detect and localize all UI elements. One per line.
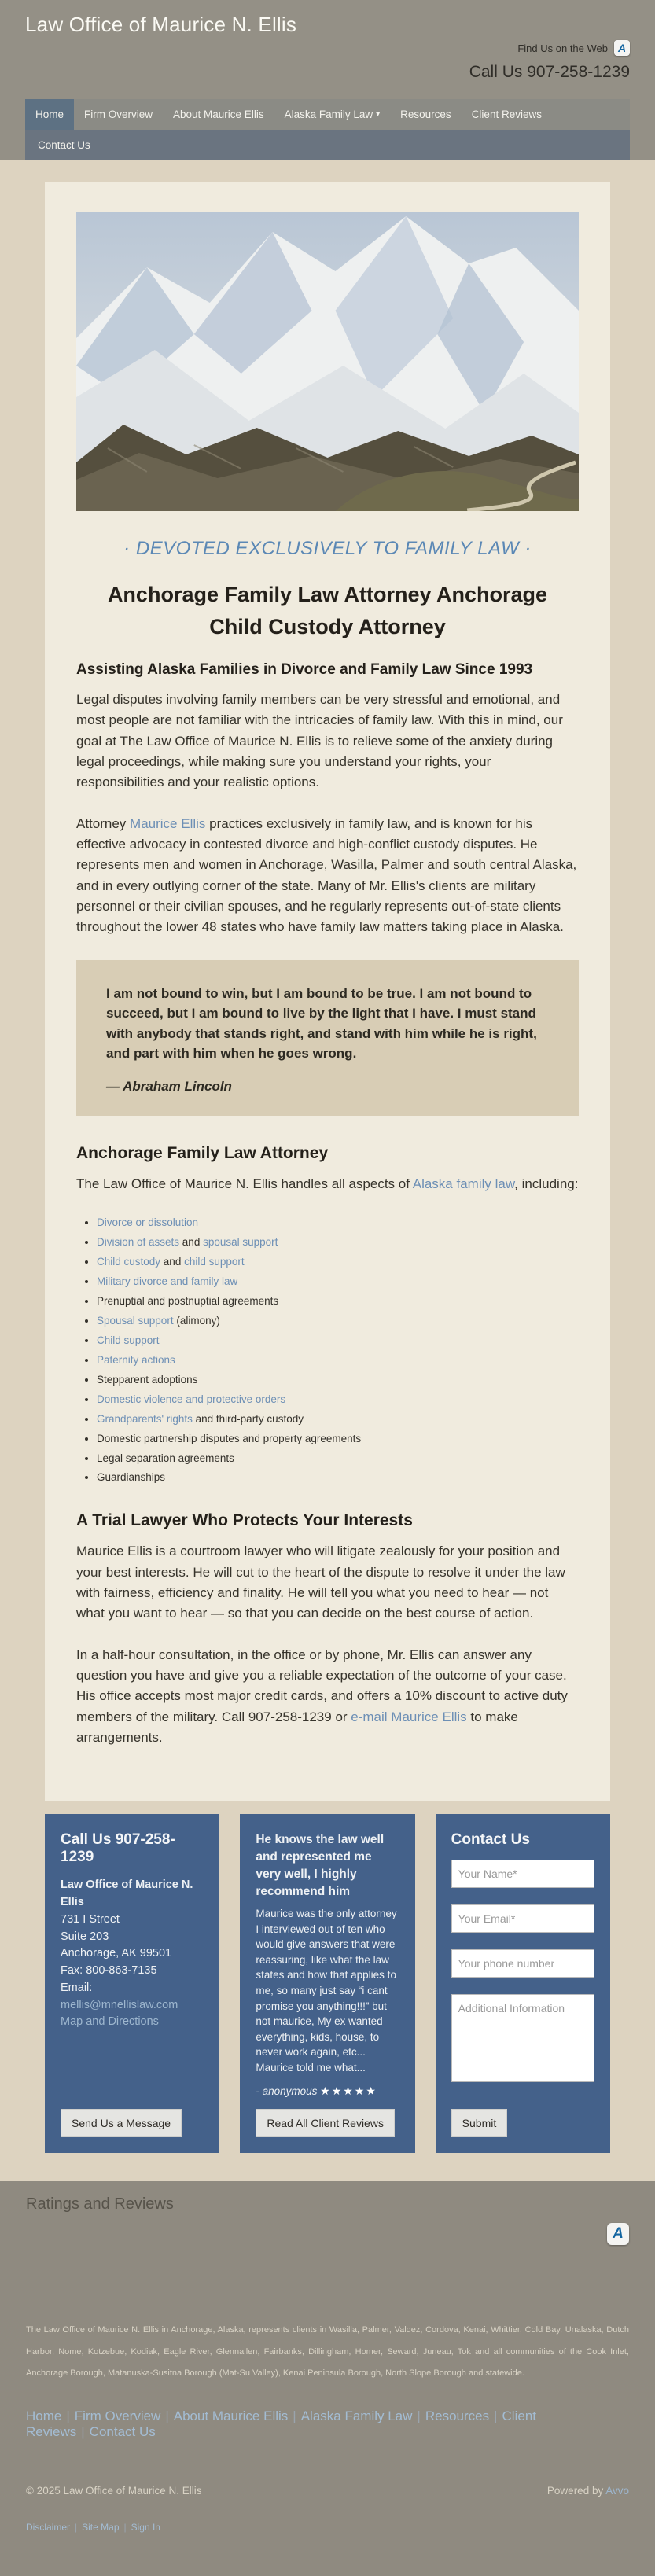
contact-info-box: [45, 1814, 219, 2153]
separator: |: [66, 2408, 70, 2423]
page-title: Anchorage Family Law Attorney Anchorage Child Custody Attorney: [107, 583, 548, 638]
avvo-icon[interactable]: A: [607, 2223, 629, 2245]
footer-nav-link-firm-overview[interactable]: Firm Overview: [74, 2408, 161, 2423]
copyright: © 2025 Law Office of Maurice N. Ellis: [26, 2484, 202, 2497]
service-list-item: [97, 1333, 579, 1349]
intro-paragraph-2: [76, 814, 579, 938]
legal-link-site-map[interactable]: Site Map: [82, 2521, 120, 2533]
paternity-actions-link[interactable]: Paternity actions: [97, 1353, 175, 1366]
military-divorce-and-family-law-link[interactable]: Military divorce and family law: [97, 1275, 238, 1288]
text-segment: to make arrangements.: [76, 1709, 518, 1746]
child-custody-link[interactable]: Child custody: [97, 1256, 161, 1268]
domestic-violence-and-protective-orders-link[interactable]: Domestic violence and protective orders: [97, 1393, 286, 1405]
divorce-or-dissolution-link[interactable]: Divorce or dissolution: [97, 1216, 199, 1229]
mellis-mnellislaw-com-link[interactable]: mellis@mnellislaw.com: [61, 1998, 178, 2011]
contact-form-heading: Contact Us: [451, 1831, 530, 1849]
footer-nav-link-alaska-family-law[interactable]: Alaska Family Law: [300, 2408, 413, 2423]
review-body: Maurice was the only attorney I interviewed out of ten who would give answers that were reassuring, like what the law states and how that applies to me, so many just say “i cant promise you anything!!!” but not maurice, My ex wanted everything, kids, house, to never work again, etc... Maurice told me what...: [256, 1908, 397, 2074]
nav-item-label: Firm Overview: [84, 109, 153, 120]
site-footer: [0, 2181, 655, 2576]
phone-input[interactable]: [451, 1949, 594, 1978]
service-list-item: [97, 1470, 579, 1486]
separator: |: [417, 2408, 421, 2423]
ratings-reviews-heading: Ratings and Reviews: [26, 2195, 174, 2214]
nav-item-about-maurice-ellis[interactable]: [163, 99, 274, 130]
ratings-widget-area: [26, 2245, 629, 2320]
service-list-item: [97, 1274, 579, 1290]
subheading: Assisting Alaska Families in Divorce and Family Law Since 1993: [76, 661, 533, 678]
tagline: · DEVOTED EXCLUSIVELY TO FAMILY LAW ·: [123, 538, 532, 559]
address-line: Suite 203: [61, 1930, 109, 1943]
site-title: Law Office of Maurice N. Ellis: [25, 13, 297, 36]
footer-nav: [26, 2409, 629, 2440]
text-segment: and: [160, 1256, 185, 1268]
text-segment: and: [179, 1236, 204, 1249]
trial-paragraph-1: Maurice Ellis is a courtroom lawyer who will litigate zealously for your position and your best interests. He will cut to the heart of the dispute to resolve it under the law with fairness, efficiency and finality. He will tell you what you need to hear — not what you want to hear — so that you can decide on the best course of action.: [76, 1544, 565, 1621]
e-mail-maurice-ellis-link[interactable]: e-mail Maurice Ellis: [351, 1709, 467, 1724]
main-nav: [25, 99, 630, 160]
main-nav-row1: [25, 99, 630, 130]
services-intro: [76, 1174, 579, 1194]
spousal-support-link[interactable]: spousal support: [203, 1236, 278, 1249]
nav-item-home[interactable]: [25, 99, 74, 130]
maurice-ellis-link[interactable]: Maurice Ellis: [130, 815, 206, 831]
header-phone: Call Us 907-258-1239: [469, 63, 630, 81]
client-review-box: [240, 1814, 414, 2153]
service-list-item: [97, 1352, 579, 1369]
separator: |: [165, 2408, 169, 2423]
service-list-item: [97, 1431, 579, 1448]
separator: |: [81, 2423, 85, 2439]
nav-item-label: Home: [35, 109, 64, 120]
reviewer-name: - anonymous: [256, 2085, 318, 2098]
service-list-item: [97, 1372, 579, 1389]
hero-mountain-image: [76, 212, 579, 511]
firm-name: Law Office of Maurice N. Ellis: [61, 1879, 193, 1909]
footer-nav-link-client-reviews[interactable]: Client Reviews: [26, 2408, 536, 2439]
review-meta: [256, 2085, 399, 2098]
text-segment: The Law Office of Maurice N. Ellis handles all aspects of: [76, 1176, 413, 1192]
service-list-item: [97, 1392, 579, 1408]
text-segment: practices exclusively in family law, and is known for his effective advocacy in contested divorce and high-conflict custody disputes. He represents men and women in Anchorage, Wasilla, Palmer and south central Alaska, and in every outlying corner of the state. Many of Mr. Ellis's clients are military personnel or their civilian spouses, and he regularly represents out-of-state clients throughout the lower 48 states who have family law matters taking place in Alaska.: [76, 815, 577, 935]
text-segment: Legal separation agreements: [97, 1452, 234, 1464]
nav-item-label: Resources: [400, 109, 451, 120]
review-title: He knows the law well and represented me very well, I highly recommend him: [256, 1833, 385, 1898]
avvo-link[interactable]: Avvo: [605, 2484, 629, 2497]
send-message-button[interactable]: Send Us a Message: [61, 2109, 182, 2137]
main-nav-row2: [25, 130, 630, 160]
service-list-item: [97, 1411, 579, 1428]
service-list-item: [97, 1294, 579, 1310]
text-segment: Prenuptial and postnuptial agreements: [97, 1295, 279, 1308]
email-input[interactable]: [451, 1904, 594, 1933]
spousal-support-link[interactable]: Spousal support: [97, 1315, 174, 1327]
section-heading-trial-lawyer: A Trial Lawyer Who Protects Your Interests: [76, 1511, 413, 1530]
service-area-disclaimer: The Law Office of Maurice N. Ellis in Anchorage, Alaska, represents clients in Wasilla, Palmer, Valdez, Cordova, Kenai, Whittier, Cold Bay, Unalaska, Dutch Harbor, Nome, Kotzebue, Kodiak, Eagle River, Glennallen, Fairbanks, Dillingham, Homer, Seward, Juneau, Tok and all communities of the Cook Inlet, Anchorage Borough, Matanuska-Susitna Borough (Mat-Su Valley), Kenai Peninsula Borough, North Slope Borough and statewide.: [26, 2325, 629, 2379]
child-support-link[interactable]: child support: [184, 1256, 245, 1268]
intro-paragraph-1: Legal disputes involving family members can be very stressful and emotional, and most people are not familiar with the intricacies of family law. With this in mind, our goal at The Law Office of Maurice N. Ellis is to relieve some of the anxiety during legal proceedings, while making sure you understand your rights, your responsibilities and your realistic options.: [76, 692, 563, 790]
trial-paragraph-2: [76, 1645, 579, 1749]
text-segment: Attorney: [76, 815, 131, 831]
avvo-icon[interactable]: A: [614, 40, 630, 56]
nav-item-resources[interactable]: [390, 99, 462, 130]
nav-item-client-reviews[interactable]: [462, 99, 552, 130]
nav-item-alaska-family-law[interactable]: [274, 99, 391, 130]
section-heading-family-law: Anchorage Family Law Attorney: [76, 1144, 329, 1163]
service-list-item: [97, 1215, 579, 1231]
address-line: Anchorage, AK 99501: [61, 1947, 172, 1960]
nav-item-contact-us[interactable]: [25, 130, 103, 160]
alaska-family-law-link[interactable]: Alaska family law: [412, 1176, 515, 1192]
quote-block: [76, 960, 579, 1116]
legal-link-disclaimer[interactable]: Disclaimer: [26, 2521, 71, 2533]
text-segment: Domestic partnership disputes and property agreements: [97, 1432, 362, 1444]
chevron-down-icon: ▾: [376, 110, 381, 119]
box-phone-heading: Call Us 907-258-1239: [61, 1831, 175, 1866]
service-list-item: [97, 1313, 579, 1330]
nav-item-label: Contact Us: [38, 139, 90, 151]
footer-nav-link-about-maurice-ellis[interactable]: About Maurice Ellis: [173, 2408, 289, 2423]
header-right: [25, 40, 630, 82]
name-input[interactable]: [451, 1860, 594, 1888]
nav-item-firm-overview[interactable]: [74, 99, 163, 130]
content-card: [45, 182, 610, 1801]
address-line: 731 I Street: [61, 1912, 120, 1926]
footer-boxes: [45, 1814, 610, 2153]
grandparents-rights-link[interactable]: Grandparents' rights: [97, 1412, 193, 1425]
child-support-link[interactable]: Child support: [97, 1334, 160, 1346]
separator: |: [494, 2408, 498, 2423]
quote-text: I am not bound to win, but I am bound to be true. I am not bound to succeed, but I am bound to live by the light that I have. I must stand with anybody that stands right, and stand with him while he is right, and part with him when he goes wrong.: [106, 985, 537, 1062]
legal-link-sign-in[interactable]: Sign In: [131, 2521, 160, 2533]
separator: |: [293, 2408, 296, 2423]
contact-form-box: [436, 1814, 610, 2153]
footer-nav-link-home[interactable]: Home: [26, 2408, 62, 2423]
services-list: [76, 1215, 579, 1486]
text-segment: (alimony): [173, 1315, 220, 1327]
nav-item-label: About Maurice Ellis: [173, 109, 264, 120]
nav-item-label: Alaska Family Law: [284, 109, 373, 120]
quote-attribution: — Abraham Lincoln: [106, 1078, 232, 1094]
nav-item-label: Client Reviews: [471, 109, 542, 120]
text-segment: In a half-hour consultation, in the office or by phone, Mr. Ellis can answer any question you have and give you a reliable expectation of the outcome of your case. His office accepts most major credit cards, and offers a 10% discount to active duty members of the military. Call 907-258-1239 or: [76, 1647, 568, 1724]
footer-nav-link-contact-us[interactable]: Contact Us: [89, 2423, 156, 2439]
text-segment: Guardianships: [97, 1471, 166, 1484]
footer-nav-link-resources[interactable]: Resources: [425, 2408, 490, 2423]
text-segment: , including:: [514, 1176, 579, 1192]
read-reviews-button[interactable]: Read All Client Reviews: [256, 2109, 395, 2137]
division-of-assets-link[interactable]: Division of assets: [97, 1236, 180, 1249]
find-us-label: Find Us on the Web: [517, 42, 608, 54]
star-rating-icon: ★★★★★: [320, 2085, 377, 2098]
separator: |: [123, 2521, 127, 2533]
submit-button[interactable]: Submit: [451, 2109, 508, 2137]
main-content: [0, 160, 655, 2181]
email-line: [61, 1980, 204, 2015]
service-list-item: [97, 1235, 579, 1251]
legal-links: [26, 2522, 629, 2533]
site-header: [0, 0, 655, 90]
text-segment: and third-party custody: [192, 1412, 304, 1425]
service-list-item: [97, 1254, 579, 1271]
fax-line: Fax: 800-863-7135: [61, 1964, 157, 1978]
text-segment: Stepparent adoptions: [97, 1373, 198, 1386]
additional-info-textarea[interactable]: [451, 1994, 594, 2082]
separator: |: [75, 2521, 78, 2533]
powered-by: Powered by Avvo: [546, 2484, 629, 2497]
text-segment: Email:: [61, 1981, 93, 1994]
service-list-item: [97, 1451, 579, 1467]
map-directions-link[interactable]: Map and Directions: [61, 2015, 159, 2029]
